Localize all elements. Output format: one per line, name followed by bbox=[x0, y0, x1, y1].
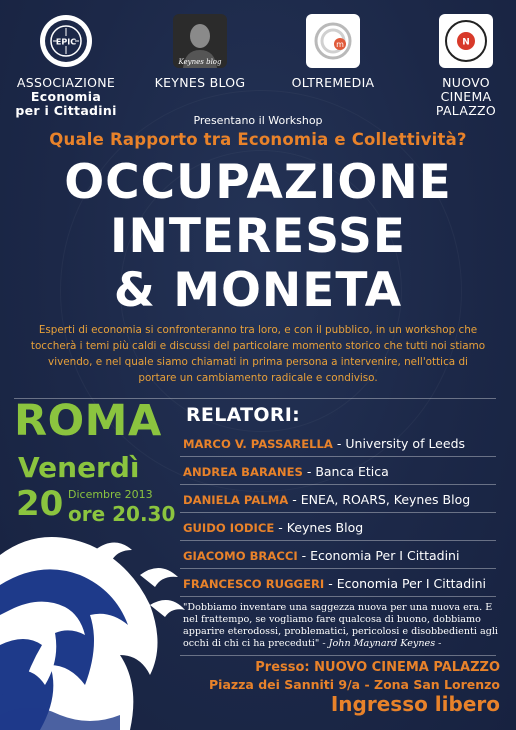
divider bbox=[180, 540, 496, 541]
event-weekday: Venerdì bbox=[18, 451, 140, 484]
logo-caption-line: CINEMA bbox=[440, 89, 492, 104]
speakers-title: RELATORI: bbox=[186, 404, 301, 426]
logo-caption-line: Economia bbox=[30, 89, 102, 104]
logo-oltremedia bbox=[285, 14, 381, 90]
quote-text: "Dobbiamo inventare una saggezza nuova per una nuova era. E nel frattempo, se vogliamo fare qualcosa di buono, dobbiamo apparire eterodossi, problematici, pericolosi e disobbedienti agli occhi di chi ci ha preceduti" bbox=[183, 602, 499, 649]
city-title: ROMA bbox=[14, 396, 162, 446]
speaker-name: FRANCESCO RUGGERI bbox=[183, 577, 325, 591]
venue-address: Piazza dei Sanniti 9/a - Zona San Lorenzo bbox=[209, 677, 500, 692]
svg-text:N: N bbox=[462, 37, 470, 48]
logo-caption-line: KEYNES BLOG bbox=[154, 75, 246, 90]
divider bbox=[180, 568, 496, 569]
title-line-3: & MONETA bbox=[113, 263, 403, 318]
logo-caption-line: PALAZZO bbox=[435, 103, 497, 118]
speaker-separator: - bbox=[297, 548, 311, 563]
speaker-separator: - bbox=[302, 464, 316, 479]
logo-epic bbox=[14, 14, 118, 118]
event-day: 20 bbox=[16, 484, 64, 524]
divider bbox=[180, 655, 496, 656]
logo-caption-line: NUOVO bbox=[442, 75, 490, 90]
speaker-affiliation: Economia Per I Cittadini bbox=[310, 548, 460, 563]
title-line-2: INTERESSE bbox=[110, 209, 406, 264]
logo-nuovo-cinema-palazzo bbox=[420, 14, 512, 118]
speaker-row bbox=[183, 492, 470, 507]
logo-keynes-blog bbox=[152, 14, 248, 90]
logo-caption-line: per i Cittadini bbox=[15, 103, 117, 118]
speaker-name: GIACOMO BRACCI bbox=[183, 549, 298, 563]
quote-author: - John Maynard Keynes - bbox=[322, 638, 442, 649]
speaker-affiliation: Economia Per I Cittadini bbox=[336, 576, 487, 591]
venue-line: Presso: NUOVO CINEMA PALAZZO bbox=[255, 660, 500, 675]
speaker-name: GUIDO IODICE bbox=[183, 521, 275, 535]
speaker-name: MARCO V. PASSARELLA bbox=[183, 437, 333, 451]
speaker-affiliation: Banca Etica bbox=[315, 464, 389, 479]
event-month-year: Dicembre 2013 bbox=[68, 488, 153, 501]
divider bbox=[180, 484, 496, 485]
speaker-affiliation: ENEA, ROARS, Keynes Blog bbox=[300, 492, 471, 507]
speaker-name: ANDREA BARANES bbox=[183, 465, 303, 479]
keynes-quote bbox=[183, 602, 501, 650]
free-entry-label: Ingresso libero bbox=[330, 692, 500, 716]
title-line-1: OCCUPAZIONE bbox=[64, 155, 452, 210]
svg-text:m: m bbox=[336, 40, 344, 49]
speaker-separator: - bbox=[332, 436, 346, 451]
speaker-row bbox=[183, 436, 465, 451]
speaker-separator: - bbox=[288, 492, 301, 507]
divider bbox=[180, 596, 496, 597]
divider bbox=[180, 456, 496, 457]
speaker-affiliation: University of Leeds bbox=[345, 436, 466, 451]
speaker-name: DANIELA PALMA bbox=[183, 493, 289, 507]
oltremedia-logo-icon bbox=[306, 14, 360, 68]
question-headline: Quale Rapporto tra Economia e Collettività? bbox=[49, 130, 467, 149]
speaker-separator: - bbox=[274, 520, 287, 535]
speaker-separator: - bbox=[324, 576, 337, 591]
speaker-row bbox=[183, 520, 363, 535]
logo-caption-line: OLTREMEDIA bbox=[291, 75, 375, 90]
speaker-affiliation: Keynes Blog bbox=[286, 520, 364, 535]
divider bbox=[180, 512, 496, 513]
speaker-row bbox=[183, 548, 459, 563]
epic-logo-icon bbox=[39, 14, 93, 68]
event-time: ore 20.30 bbox=[68, 502, 176, 526]
logo-caption-line: ASSOCIAZIONE bbox=[16, 75, 116, 90]
presentano-text: Presentano il Workshop bbox=[193, 114, 323, 127]
svg-text:Keynes blog: Keynes blog bbox=[178, 58, 222, 66]
intro-paragraph: Esperti di economia si confronteranno tra loro, e con il pubblico, in un workshop che toccherà i temi più caldi e discussi del particolare momento storico che tutti noi stiamo vivendo, e nel quale siamo chiamati in prima persona a intervenire, nell'ottica di portare un cambiamento radicale e condiviso. bbox=[30, 324, 486, 384]
nuovo-cinema-palazzo-logo-icon bbox=[439, 14, 493, 68]
speaker-row bbox=[183, 464, 389, 479]
keynes-portrait-icon bbox=[173, 14, 227, 68]
speaker-row bbox=[183, 576, 486, 591]
svg-text:EPIC: EPIC bbox=[55, 37, 77, 47]
